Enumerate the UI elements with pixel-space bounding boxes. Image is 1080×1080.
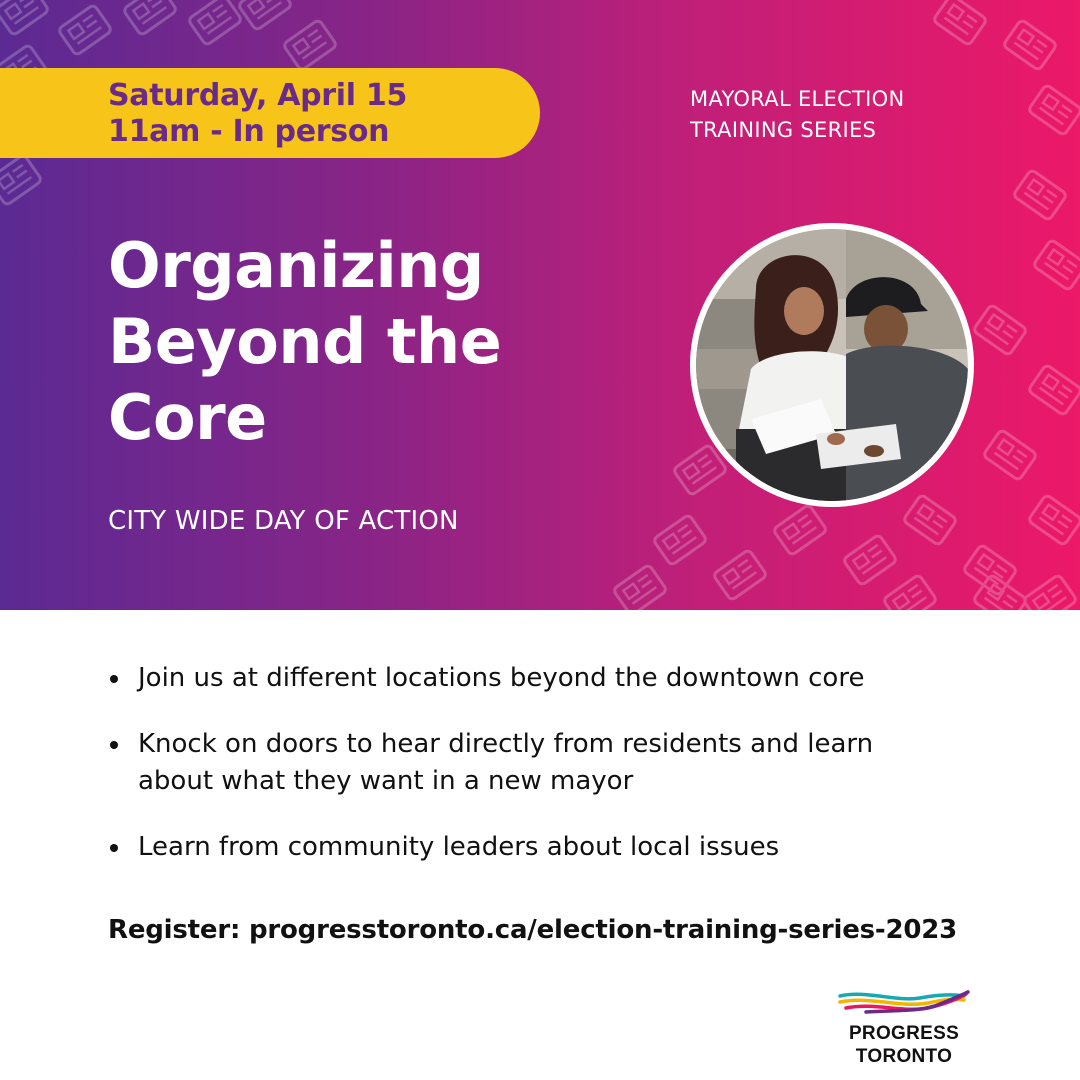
two-people-reviewing-papers-photo bbox=[696, 229, 968, 501]
register-link[interactable]: Register: progresstoronto.ca/election-training-series-2023 bbox=[108, 915, 958, 945]
wave-logo-icon bbox=[836, 988, 972, 1018]
list-item-text: Knock on doors to hear directly from residents and learn bbox=[138, 729, 874, 759]
event-date: Saturday, April 15 bbox=[108, 78, 408, 113]
details-list bbox=[108, 660, 1008, 895]
event-time: 11am - In person bbox=[108, 114, 390, 149]
logo-line-2: TORONTO bbox=[855, 1046, 953, 1067]
list-item-text-continued: about what they want in a new mayor bbox=[138, 766, 634, 796]
event-date-pill bbox=[0, 68, 540, 158]
list-item bbox=[108, 726, 1008, 800]
progress-toronto-logo bbox=[836, 988, 972, 1072]
series-line-1: MAYORAL ELECTION bbox=[690, 87, 905, 111]
series-line-2: TRAINING SERIES bbox=[690, 118, 877, 142]
logo-text bbox=[836, 1022, 972, 1068]
series-label bbox=[690, 84, 1010, 146]
title-line-3: Core bbox=[108, 381, 267, 454]
list-item bbox=[108, 660, 1008, 697]
list-item bbox=[108, 829, 1008, 866]
list-item-text: Learn from community leaders about local issues bbox=[138, 832, 780, 862]
title-line-1: Organizing bbox=[108, 229, 484, 302]
list-item-text: Join us at different locations beyond the downtown core bbox=[138, 663, 865, 693]
page-title bbox=[108, 228, 668, 456]
title-line-2: Beyond the bbox=[108, 305, 502, 378]
logo-line-1: PROGRESS bbox=[848, 1023, 960, 1044]
event-subtitle: CITY WIDE DAY OF ACTION bbox=[108, 506, 459, 536]
photo-frame bbox=[690, 223, 974, 507]
